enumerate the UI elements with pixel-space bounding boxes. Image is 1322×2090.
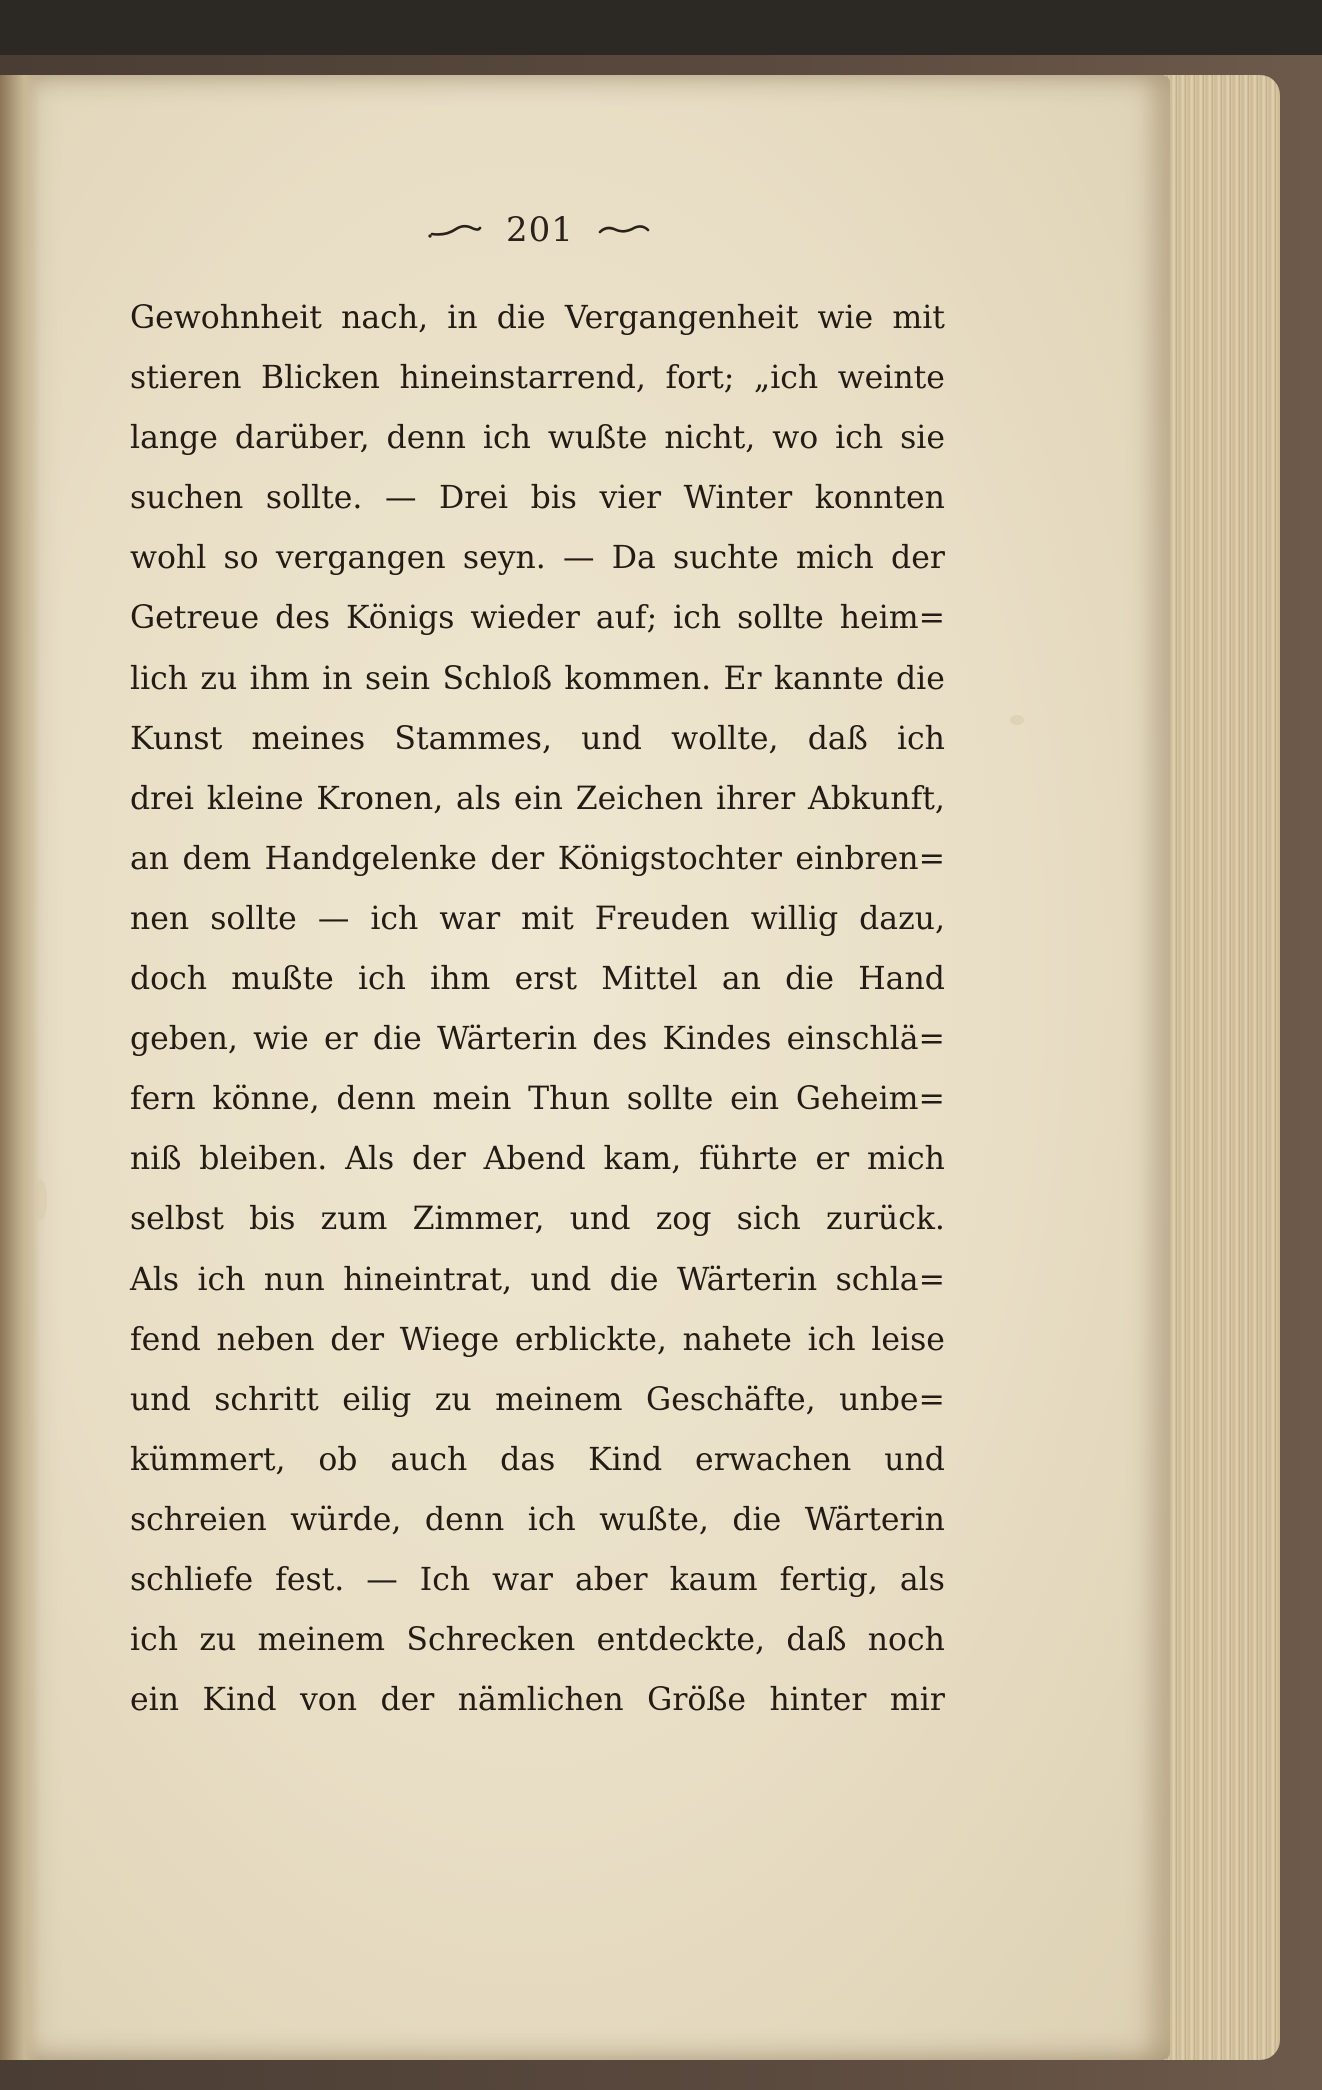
word: kannte (773, 660, 884, 697)
word: fern (130, 1081, 196, 1118)
text-line (130, 1370, 945, 1430)
word: Mittel (601, 961, 698, 998)
word: lange (130, 420, 218, 457)
word: Kindes (662, 1021, 772, 1058)
text-line (130, 1670, 945, 1730)
word: auch (390, 1441, 468, 1478)
word: Königs (346, 600, 455, 637)
word: Er (723, 660, 762, 697)
text-line (130, 769, 945, 829)
word: bleiben. (199, 1141, 328, 1178)
word: unbe= (839, 1381, 945, 1418)
text-line (130, 588, 945, 648)
word: und (884, 1441, 945, 1478)
word: Wärterin (804, 1501, 945, 1538)
word: und (530, 1261, 592, 1298)
word: Königstochter (557, 840, 782, 877)
word: sollte (210, 900, 297, 937)
word: Abend (483, 1141, 586, 1178)
word: Wärterin (436, 1021, 578, 1058)
word: Schloß (442, 660, 553, 697)
word: fend (130, 1321, 201, 1358)
word: war (439, 900, 501, 937)
word: zum (320, 1201, 388, 1238)
word: Wiege (399, 1321, 500, 1358)
word: lich (130, 660, 189, 697)
word: leise (871, 1321, 945, 1358)
text-line (130, 709, 945, 769)
word: und (569, 1201, 631, 1238)
word: würde, (290, 1501, 402, 1538)
word: eilig (342, 1381, 412, 1418)
text-line (130, 468, 945, 528)
word: als (456, 780, 502, 817)
text-line (130, 1490, 945, 1550)
word: sie (900, 420, 945, 457)
word: ich (835, 420, 884, 457)
word: nahete (682, 1321, 792, 1358)
word: Wärterin (676, 1261, 818, 1298)
page-header (400, 200, 680, 260)
word: ich (807, 1321, 856, 1358)
word: mich (795, 540, 874, 577)
word: schliefe (130, 1561, 254, 1598)
word: denn (424, 1501, 505, 1538)
word: noch (867, 1622, 945, 1659)
right-flourish-icon (596, 220, 652, 240)
text-line (130, 1430, 945, 1490)
text-line (130, 949, 945, 1009)
word: schritt (214, 1381, 319, 1418)
word: die (372, 1021, 422, 1058)
word: weinte (837, 360, 945, 397)
word: sollte (626, 1081, 714, 1118)
left-flourish-icon (428, 220, 484, 240)
word: und (130, 1381, 191, 1418)
word: ich (357, 961, 406, 998)
word: ihm (430, 961, 491, 998)
word: die (496, 300, 546, 336)
word: Gewohnheit (130, 300, 322, 336)
text-line (130, 1009, 945, 1069)
page-number: 201 (506, 210, 574, 250)
word: ich (370, 900, 419, 937)
word: Kind (588, 1441, 663, 1478)
word: erblickte, (514, 1321, 667, 1358)
word: Da (611, 540, 656, 577)
word: denn (386, 420, 466, 457)
text-line (130, 348, 945, 408)
word: Getreue (130, 600, 260, 637)
word: Zeichen (575, 780, 704, 817)
word: sich (736, 1201, 801, 1238)
word: an (721, 961, 761, 998)
word: vier (599, 480, 662, 517)
word: ein (130, 1682, 180, 1719)
text-line (130, 1189, 945, 1249)
word: Geschäfte, (646, 1381, 816, 1418)
word: wußte, (599, 1501, 709, 1538)
text-line (130, 288, 945, 348)
word: erst (514, 961, 578, 998)
word: „ich (753, 360, 819, 397)
word: bis (249, 1201, 296, 1238)
word: schreien (130, 1501, 267, 1538)
word: zog (655, 1201, 712, 1238)
word: hineinstarrend, (399, 360, 646, 397)
word: zu (199, 1622, 237, 1659)
word: wie (817, 300, 874, 336)
word: nen (130, 900, 190, 937)
word: sollte. (265, 480, 363, 517)
word: niß (130, 1141, 182, 1178)
word: aber (574, 1561, 648, 1598)
word: Zimmer, (412, 1201, 545, 1238)
word: des (275, 600, 331, 637)
word: und (581, 720, 642, 757)
word: dazu, (859, 900, 945, 937)
word: führte (699, 1141, 798, 1178)
word: der (330, 1321, 385, 1358)
word: wußte (547, 420, 648, 457)
word: fort; (665, 360, 735, 397)
body-text (130, 288, 945, 1730)
word: ich (130, 1622, 179, 1659)
word: Handgelenke (264, 840, 477, 877)
word: zurück. (825, 1201, 945, 1238)
text-line (130, 1069, 945, 1129)
word: Geheim= (795, 1081, 945, 1118)
word: Abkunft, (808, 780, 945, 817)
word: fertig, (779, 1561, 878, 1598)
word: stieren (130, 360, 242, 397)
word: daß (786, 1622, 847, 1659)
text-line (130, 1250, 945, 1310)
word: meines (251, 720, 366, 757)
word: das (500, 1441, 556, 1478)
word: meinem (495, 1381, 623, 1418)
word: einschlä= (786, 1021, 945, 1058)
text-line (130, 1310, 945, 1370)
word: zu (200, 660, 238, 697)
word: Größe (647, 1682, 747, 1719)
word: seyn. (462, 540, 546, 577)
word: mich (867, 1141, 945, 1178)
word: er (815, 1141, 850, 1178)
word: nicht, (664, 420, 756, 457)
word: die (895, 660, 945, 697)
word: entdeckte, (596, 1622, 766, 1659)
word: ihrer (716, 780, 796, 817)
word: erwachen (695, 1441, 852, 1478)
word: kommen. (564, 660, 712, 697)
word: die (732, 1501, 782, 1538)
word: er (323, 1021, 358, 1058)
word: wohl (130, 540, 207, 577)
word: suchte (673, 540, 779, 577)
word: ein (513, 780, 563, 817)
word: Kunst (130, 720, 223, 757)
word: denn (336, 1081, 416, 1118)
word: mir (889, 1682, 945, 1719)
word: — (563, 540, 595, 577)
word: meinem (257, 1622, 386, 1659)
text-line (130, 889, 945, 949)
word: könne, (212, 1081, 320, 1118)
word: wie (253, 1021, 309, 1058)
paper-spot (35, 1180, 47, 1220)
word: doch (130, 961, 208, 998)
word: ihm (249, 660, 310, 697)
word: nach, (341, 300, 429, 336)
word: ich (527, 1501, 576, 1538)
word: Freuden (594, 900, 730, 937)
word: willig (750, 900, 839, 937)
word: bis (530, 480, 577, 517)
word: mit (521, 900, 574, 937)
word: war (492, 1561, 553, 1598)
word: nämlichen (457, 1682, 624, 1719)
word: Vergangenheit (564, 300, 799, 336)
word: wollte, (671, 720, 779, 757)
word: fest. (275, 1561, 345, 1598)
word: schla= (835, 1261, 945, 1298)
word: selbst (130, 1201, 224, 1238)
text-line (130, 1610, 945, 1670)
page-gutter (0, 75, 40, 2060)
word: Als (130, 1261, 179, 1298)
word: konnten (814, 480, 945, 517)
word: heim= (839, 600, 945, 637)
word: geben, (130, 1021, 238, 1058)
word: so (223, 540, 259, 577)
word: der (490, 840, 545, 877)
word: in (322, 660, 353, 697)
word: die (785, 961, 834, 998)
word: von (299, 1682, 358, 1719)
word: mein (432, 1081, 512, 1118)
word: mußte (231, 961, 334, 998)
word: Thun (528, 1081, 611, 1118)
word: Schrecken (406, 1622, 576, 1659)
word: darüber, (234, 420, 370, 457)
word: ein (730, 1081, 780, 1118)
word: Blicken (261, 360, 380, 397)
text-line (130, 649, 945, 709)
word: Hand (858, 961, 945, 998)
word: sein (364, 660, 431, 697)
word: neben (216, 1321, 315, 1358)
word: Stammes, (394, 720, 552, 757)
text-line (130, 408, 945, 468)
word: Drei (439, 480, 509, 517)
word: auf; (595, 600, 658, 637)
word: mit (892, 300, 945, 336)
word: Kronen, (316, 780, 444, 817)
text-line (130, 1129, 945, 1189)
word: des (592, 1021, 648, 1058)
word: dem (182, 840, 252, 877)
word: kaum (669, 1561, 758, 1598)
word: in (447, 300, 478, 336)
word: ich (673, 600, 722, 637)
word: Winter (683, 480, 793, 517)
word: ich (197, 1261, 246, 1298)
paper-spot (1010, 715, 1024, 725)
text-line (130, 1550, 945, 1610)
word: Ich (419, 1561, 471, 1598)
text-line (130, 528, 945, 588)
word: kleine (206, 780, 304, 817)
word: — (384, 480, 417, 517)
word: sollte (737, 600, 824, 637)
word: Als (345, 1141, 395, 1178)
word: kam, (603, 1141, 682, 1178)
word: an (130, 840, 170, 877)
word: — (317, 900, 350, 937)
word: — (366, 1561, 398, 1598)
word: der (380, 1682, 435, 1719)
word: der (891, 540, 945, 577)
word: hinter (769, 1682, 867, 1719)
word: zu (434, 1381, 472, 1418)
word: ich (896, 720, 945, 757)
word: als (899, 1561, 945, 1598)
word: ob (318, 1441, 358, 1478)
word: einbren= (795, 840, 945, 877)
word: wo (772, 420, 819, 457)
text-line (130, 829, 945, 889)
word: ich (482, 420, 531, 457)
word: suchen (130, 480, 244, 517)
word: die (609, 1261, 659, 1298)
word: Kind (202, 1682, 277, 1719)
word: drei (130, 780, 194, 817)
word: der (411, 1141, 466, 1178)
word: vergangen (275, 540, 446, 577)
word: nun (263, 1261, 325, 1298)
word: wieder (470, 600, 580, 637)
word: kümmert, (130, 1441, 286, 1478)
word: daß (807, 720, 868, 757)
word: hineintrat, (343, 1261, 513, 1298)
